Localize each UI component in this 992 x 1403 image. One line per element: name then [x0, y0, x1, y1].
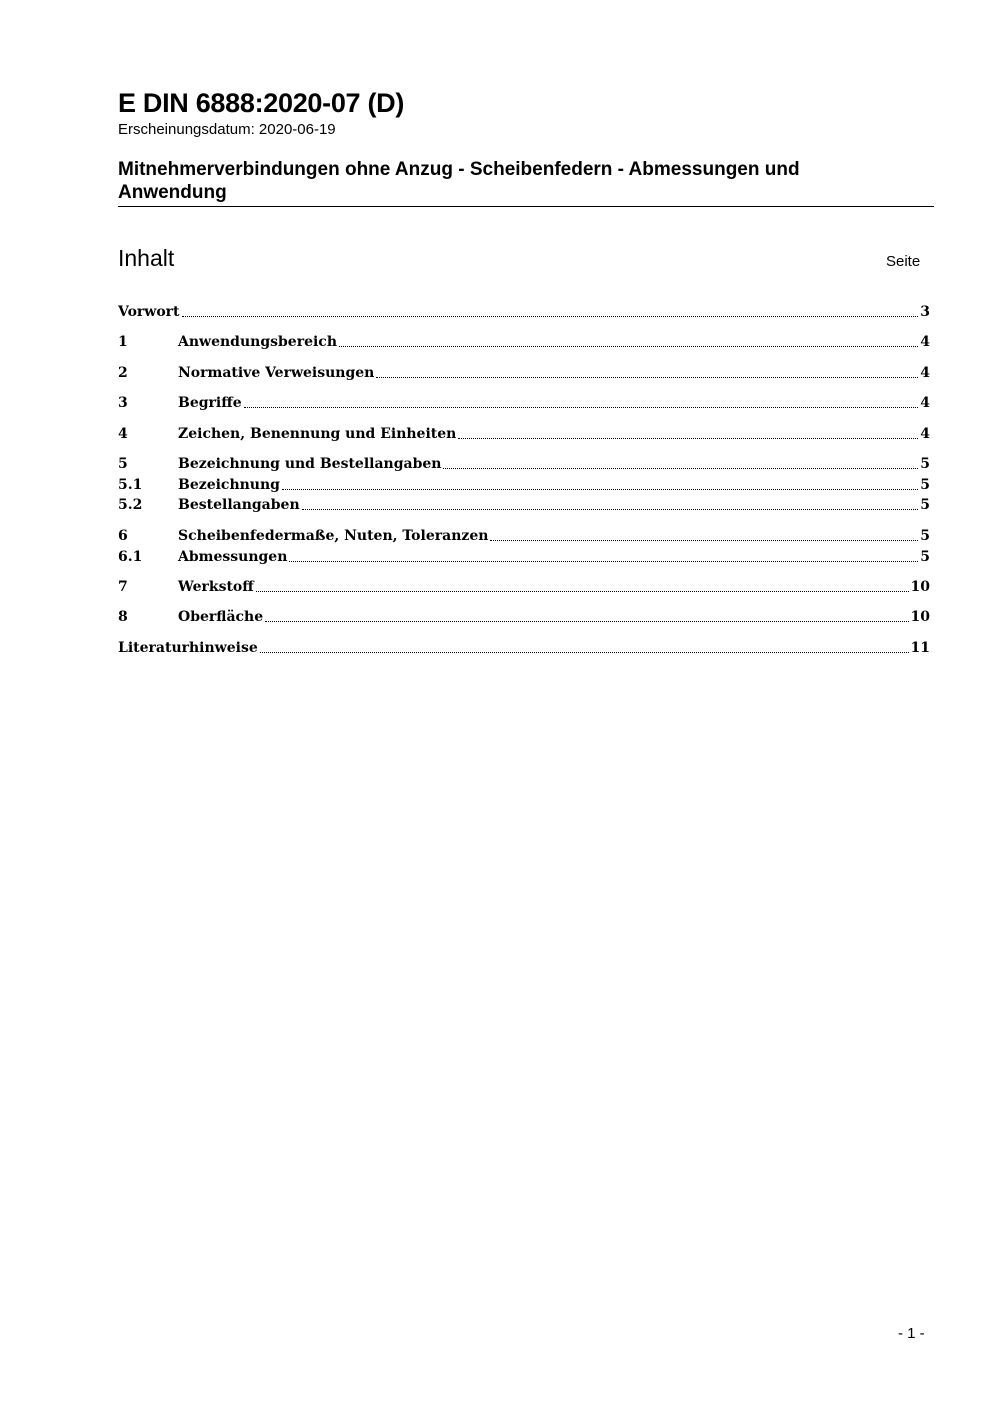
- toc-entry-5-1[interactable]: [118, 475, 930, 495]
- toc-leader: [302, 509, 919, 510]
- toc-entry-number: 5: [118, 456, 128, 472]
- toc-entry-text: Werkstoff: [178, 579, 254, 595]
- toc-leader: [339, 346, 918, 347]
- toc-entry-number: 1: [118, 334, 128, 350]
- toc-entry-text: Vorwort: [118, 304, 180, 320]
- toc-entry-7[interactable]: [118, 577, 930, 597]
- toc-entry-page: 10: [910, 579, 930, 595]
- toc-leader: [260, 652, 909, 653]
- toc-leader: [282, 489, 918, 490]
- toc-entry-text: Bestellangaben: [178, 497, 300, 513]
- toc-leader: [458, 438, 918, 439]
- toc-entry-3[interactable]: [118, 393, 930, 413]
- toc-entry-page: 5: [920, 497, 930, 513]
- toc-entry-page: 11: [910, 640, 930, 656]
- toc-entry-page: 4: [920, 334, 930, 350]
- toc-entry-8[interactable]: [118, 607, 930, 627]
- toc-entry-4[interactable]: [118, 424, 930, 444]
- toc-leader: [256, 591, 909, 592]
- publication-date: Erscheinungsdatum: 2020-06-19: [118, 121, 336, 138]
- toc-leader: [182, 316, 919, 317]
- toc-entry-6-1[interactable]: [118, 547, 930, 567]
- title-divider: [118, 206, 934, 207]
- toc-entry-text: Oberfläche: [178, 609, 264, 625]
- toc-entry-number: 4: [118, 426, 128, 442]
- toc-entry-text: Normative Verweisungen: [178, 365, 375, 381]
- toc-entry-literaturhinweise[interactable]: [118, 638, 930, 658]
- toc-entry-page: 5: [920, 549, 930, 565]
- toc-entry-number: 5.1: [118, 477, 143, 493]
- footer-page-number: - 1 -: [898, 1325, 925, 1342]
- toc-entry-page: 4: [920, 426, 930, 442]
- toc-leader: [376, 377, 918, 378]
- toc-entry-5-2[interactable]: [118, 495, 930, 515]
- toc-entry-2[interactable]: [118, 363, 930, 383]
- toc-leader: [443, 468, 918, 469]
- toc-entry-text: Anwendungsbereich: [178, 334, 337, 350]
- toc-entry-number: 6.1: [118, 549, 143, 565]
- toc-heading: Inhalt: [118, 245, 175, 271]
- toc-entry-number: 5.2: [118, 497, 143, 513]
- document-id: E DIN 6888:2020-07 (D): [118, 88, 405, 118]
- toc-entry-page: 5: [920, 528, 930, 544]
- toc-entry-number: 2: [118, 365, 128, 381]
- toc-entry-page: 5: [920, 456, 930, 472]
- toc-entry-number: 8: [118, 609, 128, 625]
- toc-entry-page: 5: [920, 477, 930, 493]
- toc-entry-number: 6: [118, 528, 128, 544]
- toc-leader: [289, 561, 918, 562]
- toc-page-column-label: Seite: [886, 253, 921, 270]
- toc-entry-text: Begriffe: [178, 395, 242, 411]
- toc-entry-text: Literaturhinweise: [118, 640, 258, 656]
- toc-entry-5[interactable]: [118, 454, 930, 474]
- toc-entry-text: Zeichen, Benennung und Einheiten: [178, 426, 457, 442]
- toc-entry-text: Abmessungen: [178, 549, 288, 565]
- toc-leader: [490, 540, 918, 541]
- document-title: Mitnehmerverbindungen ohne Anzug - Scheibenfedern - Abmessungen und Anwendung: [118, 159, 800, 203]
- toc-entry-page: 3: [920, 304, 930, 320]
- toc-entry-vorwort[interactable]: [118, 302, 930, 322]
- toc-entry-page: 4: [920, 395, 930, 411]
- toc-entry-text: Bezeichnung und Bestellangaben: [178, 456, 442, 472]
- toc-entry-text: Bezeichnung: [178, 477, 280, 493]
- toc-entry-number: 3: [118, 395, 128, 411]
- toc-entry-page: 4: [920, 365, 930, 381]
- toc-entry-6[interactable]: [118, 526, 930, 546]
- toc-leader: [265, 621, 908, 622]
- toc-entry-1[interactable]: [118, 332, 930, 352]
- toc-entry-page: 10: [910, 609, 930, 625]
- toc-leader: [244, 407, 919, 408]
- toc-entry-number: 7: [118, 579, 128, 595]
- toc-entry-text: Scheibenfedermaße, Nuten, Toleranzen: [178, 528, 489, 544]
